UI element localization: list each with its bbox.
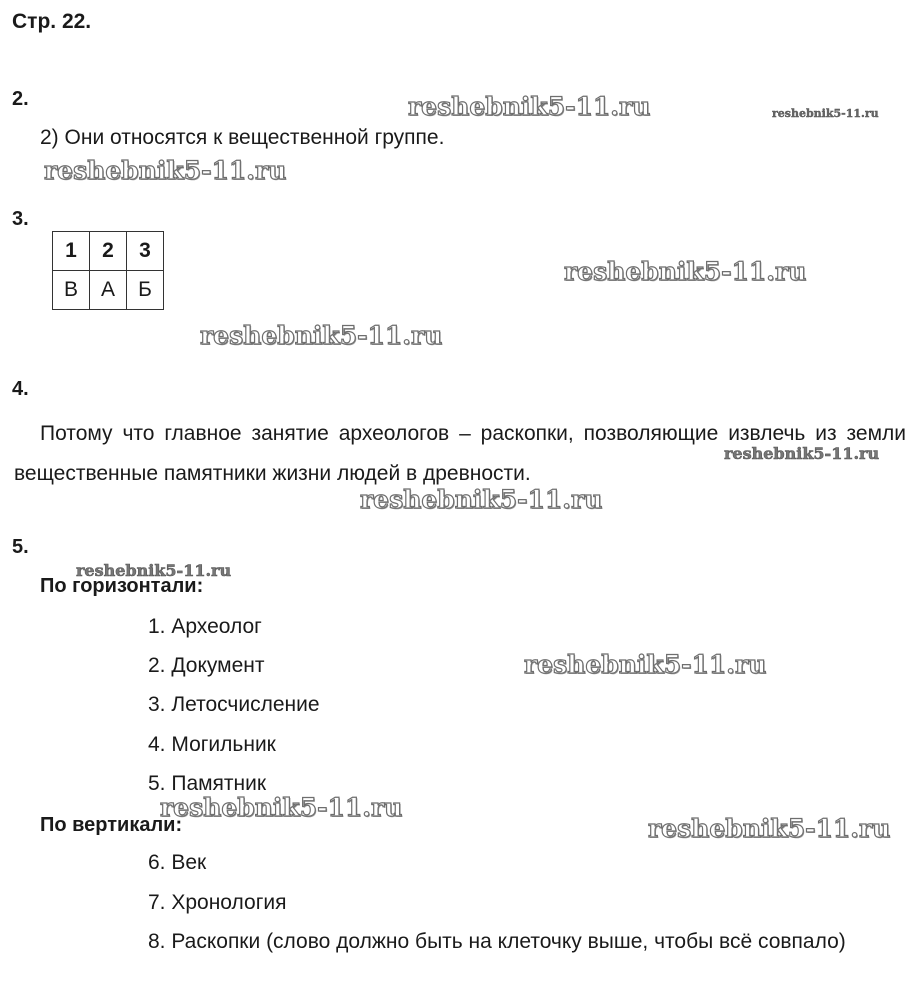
answer-table-header-row bbox=[53, 232, 164, 271]
task-3-number: 3. bbox=[12, 208, 29, 230]
answer-table-value-cell: Б bbox=[127, 271, 164, 310]
task-5-number: 5. bbox=[12, 536, 29, 558]
watermark: reshebnik5-11.ru bbox=[160, 793, 403, 822]
task-2-answer: 2) Они относятся к вещественной группе. bbox=[40, 126, 445, 149]
watermark: reshebnik5-11.ru bbox=[360, 485, 603, 514]
task-4-text: Потому что главное занятие археологов – раскопки, позволяющие извлечь из земли вещественные памятники жизни людей в древности. bbox=[14, 422, 906, 485]
watermark: reshebnik5-11.ru bbox=[524, 650, 767, 679]
watermark: reshebnik5-11.ru bbox=[772, 107, 879, 120]
page-title: Стр. 22. bbox=[12, 10, 92, 33]
answer-table-value-cell: В bbox=[53, 271, 90, 310]
answer-table-value-cell: А bbox=[90, 271, 127, 310]
watermark: reshebnik5-11.ru bbox=[76, 561, 232, 580]
watermark: reshebnik5-11.ru bbox=[44, 156, 287, 185]
horizontal-item: 3. Летосчисление bbox=[148, 693, 320, 716]
watermark: reshebnik5-11.ru bbox=[724, 444, 880, 463]
watermark: reshebnik5-11.ru bbox=[648, 814, 891, 843]
vertical-item: 8. Раскопки (слово должно быть на клеточку выше, чтобы всё совпало) bbox=[148, 930, 846, 953]
vertical-item: 7. Хронология bbox=[148, 891, 287, 914]
task-2-number: 2. bbox=[12, 88, 29, 110]
horizontal-title: По горизонтали: bbox=[40, 575, 204, 597]
vertical-title: По вертикали: bbox=[40, 814, 183, 836]
answer-table bbox=[52, 231, 164, 310]
horizontal-item: 2. Документ bbox=[148, 654, 265, 677]
watermark: reshebnik5-11.ru bbox=[564, 257, 807, 286]
horizontal-item: 5. Памятник bbox=[148, 772, 267, 795]
vertical-item: 6. Век bbox=[148, 851, 207, 874]
task-4-number: 4. bbox=[12, 378, 29, 400]
answer-table-header-cell: 1 bbox=[53, 232, 90, 271]
answer-table-header-cell: 2 bbox=[90, 232, 127, 271]
answer-table-value-row bbox=[53, 271, 164, 310]
watermark: reshebnik5-11.ru bbox=[200, 321, 443, 350]
horizontal-item: 1. Археолог bbox=[148, 615, 262, 638]
watermark: reshebnik5-11.ru bbox=[408, 92, 651, 121]
answer-table-header-cell: 3 bbox=[127, 232, 164, 271]
horizontal-item: 4. Могильник bbox=[148, 733, 276, 756]
